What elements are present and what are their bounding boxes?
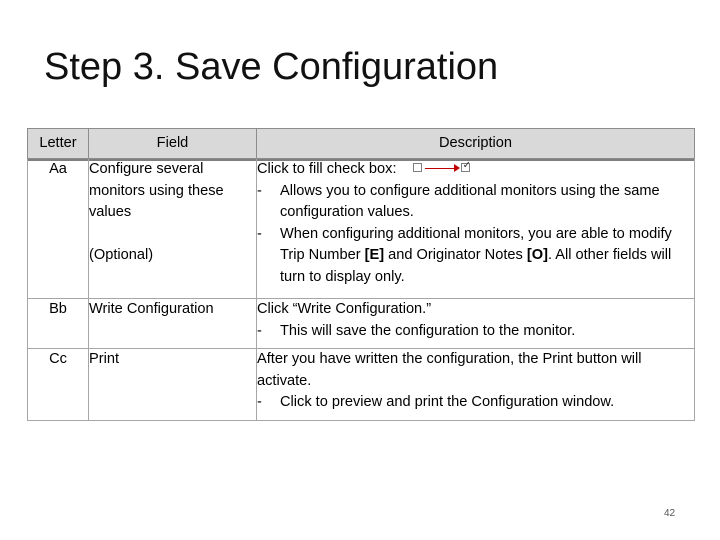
bullet-dash: - [257,225,262,242]
table-row [28,349,695,421]
header-field: Field [89,129,257,159]
originator-notes-code: [O] [526,247,548,263]
bullet-text-middle: and Originator Notes [384,247,527,263]
page-number: 42 [664,508,676,519]
row-field: Write Configuration [89,299,257,349]
desc-bullet [257,321,694,343]
checkbox-illustration [407,162,477,176]
desc-bullet [257,392,694,414]
bullet-dash: - [257,322,262,339]
field-optional-note: (Optional) [89,247,154,263]
field-line: monitors using these [89,182,224,199]
desc-bullet [257,224,694,289]
row-letter: Bb [28,299,89,349]
bullet-text: Allows you to configure additional monitors using the same configuration values. [280,182,660,220]
desc-intro: After you have written the configuration, the Print button will activate. [257,351,642,389]
desc-intro [257,159,694,181]
row-letter: Aa [28,159,89,299]
field-line: values [89,204,132,220]
header-letter: Letter [28,129,89,159]
bullet-dash: - [257,394,262,410]
bullet-dash: - [257,182,262,199]
bullet-text-after: . All other fields will turn to display only. [280,247,672,285]
header-description: Description [257,129,695,159]
checkmark-icon: ✓ [462,160,471,172]
field-line: Configure several [89,161,204,177]
bullet-text: Click to preview and print the Configuration window. [280,394,615,410]
configuration-table [27,128,695,421]
desc-intro: Click “Write Configuration.” [257,301,432,317]
table-header-row [28,129,695,159]
row-description [257,349,695,421]
table-row [28,159,695,299]
row-description [257,159,695,299]
slide-title: Step 3. Save Configuration [44,46,499,88]
bullet-text: This will save the configuration to the monitor. [280,322,576,339]
trip-number-code: [E] [364,247,385,263]
row-field: Print [89,349,257,421]
desc-bullet [257,181,694,224]
bullet-text-before: When configuring additional monitors, you are able to modify Trip Number [280,225,672,263]
desc-intro-text: Click to fill check box: [257,161,397,177]
arrow-right-icon [425,168,457,169]
empty-checkbox-icon [413,163,422,172]
table-row [28,299,695,349]
row-description [257,299,695,349]
arrowhead-icon [454,164,460,172]
row-letter: Cc [28,349,89,421]
row-field [89,159,257,299]
checked-checkbox-icon [461,160,471,172]
